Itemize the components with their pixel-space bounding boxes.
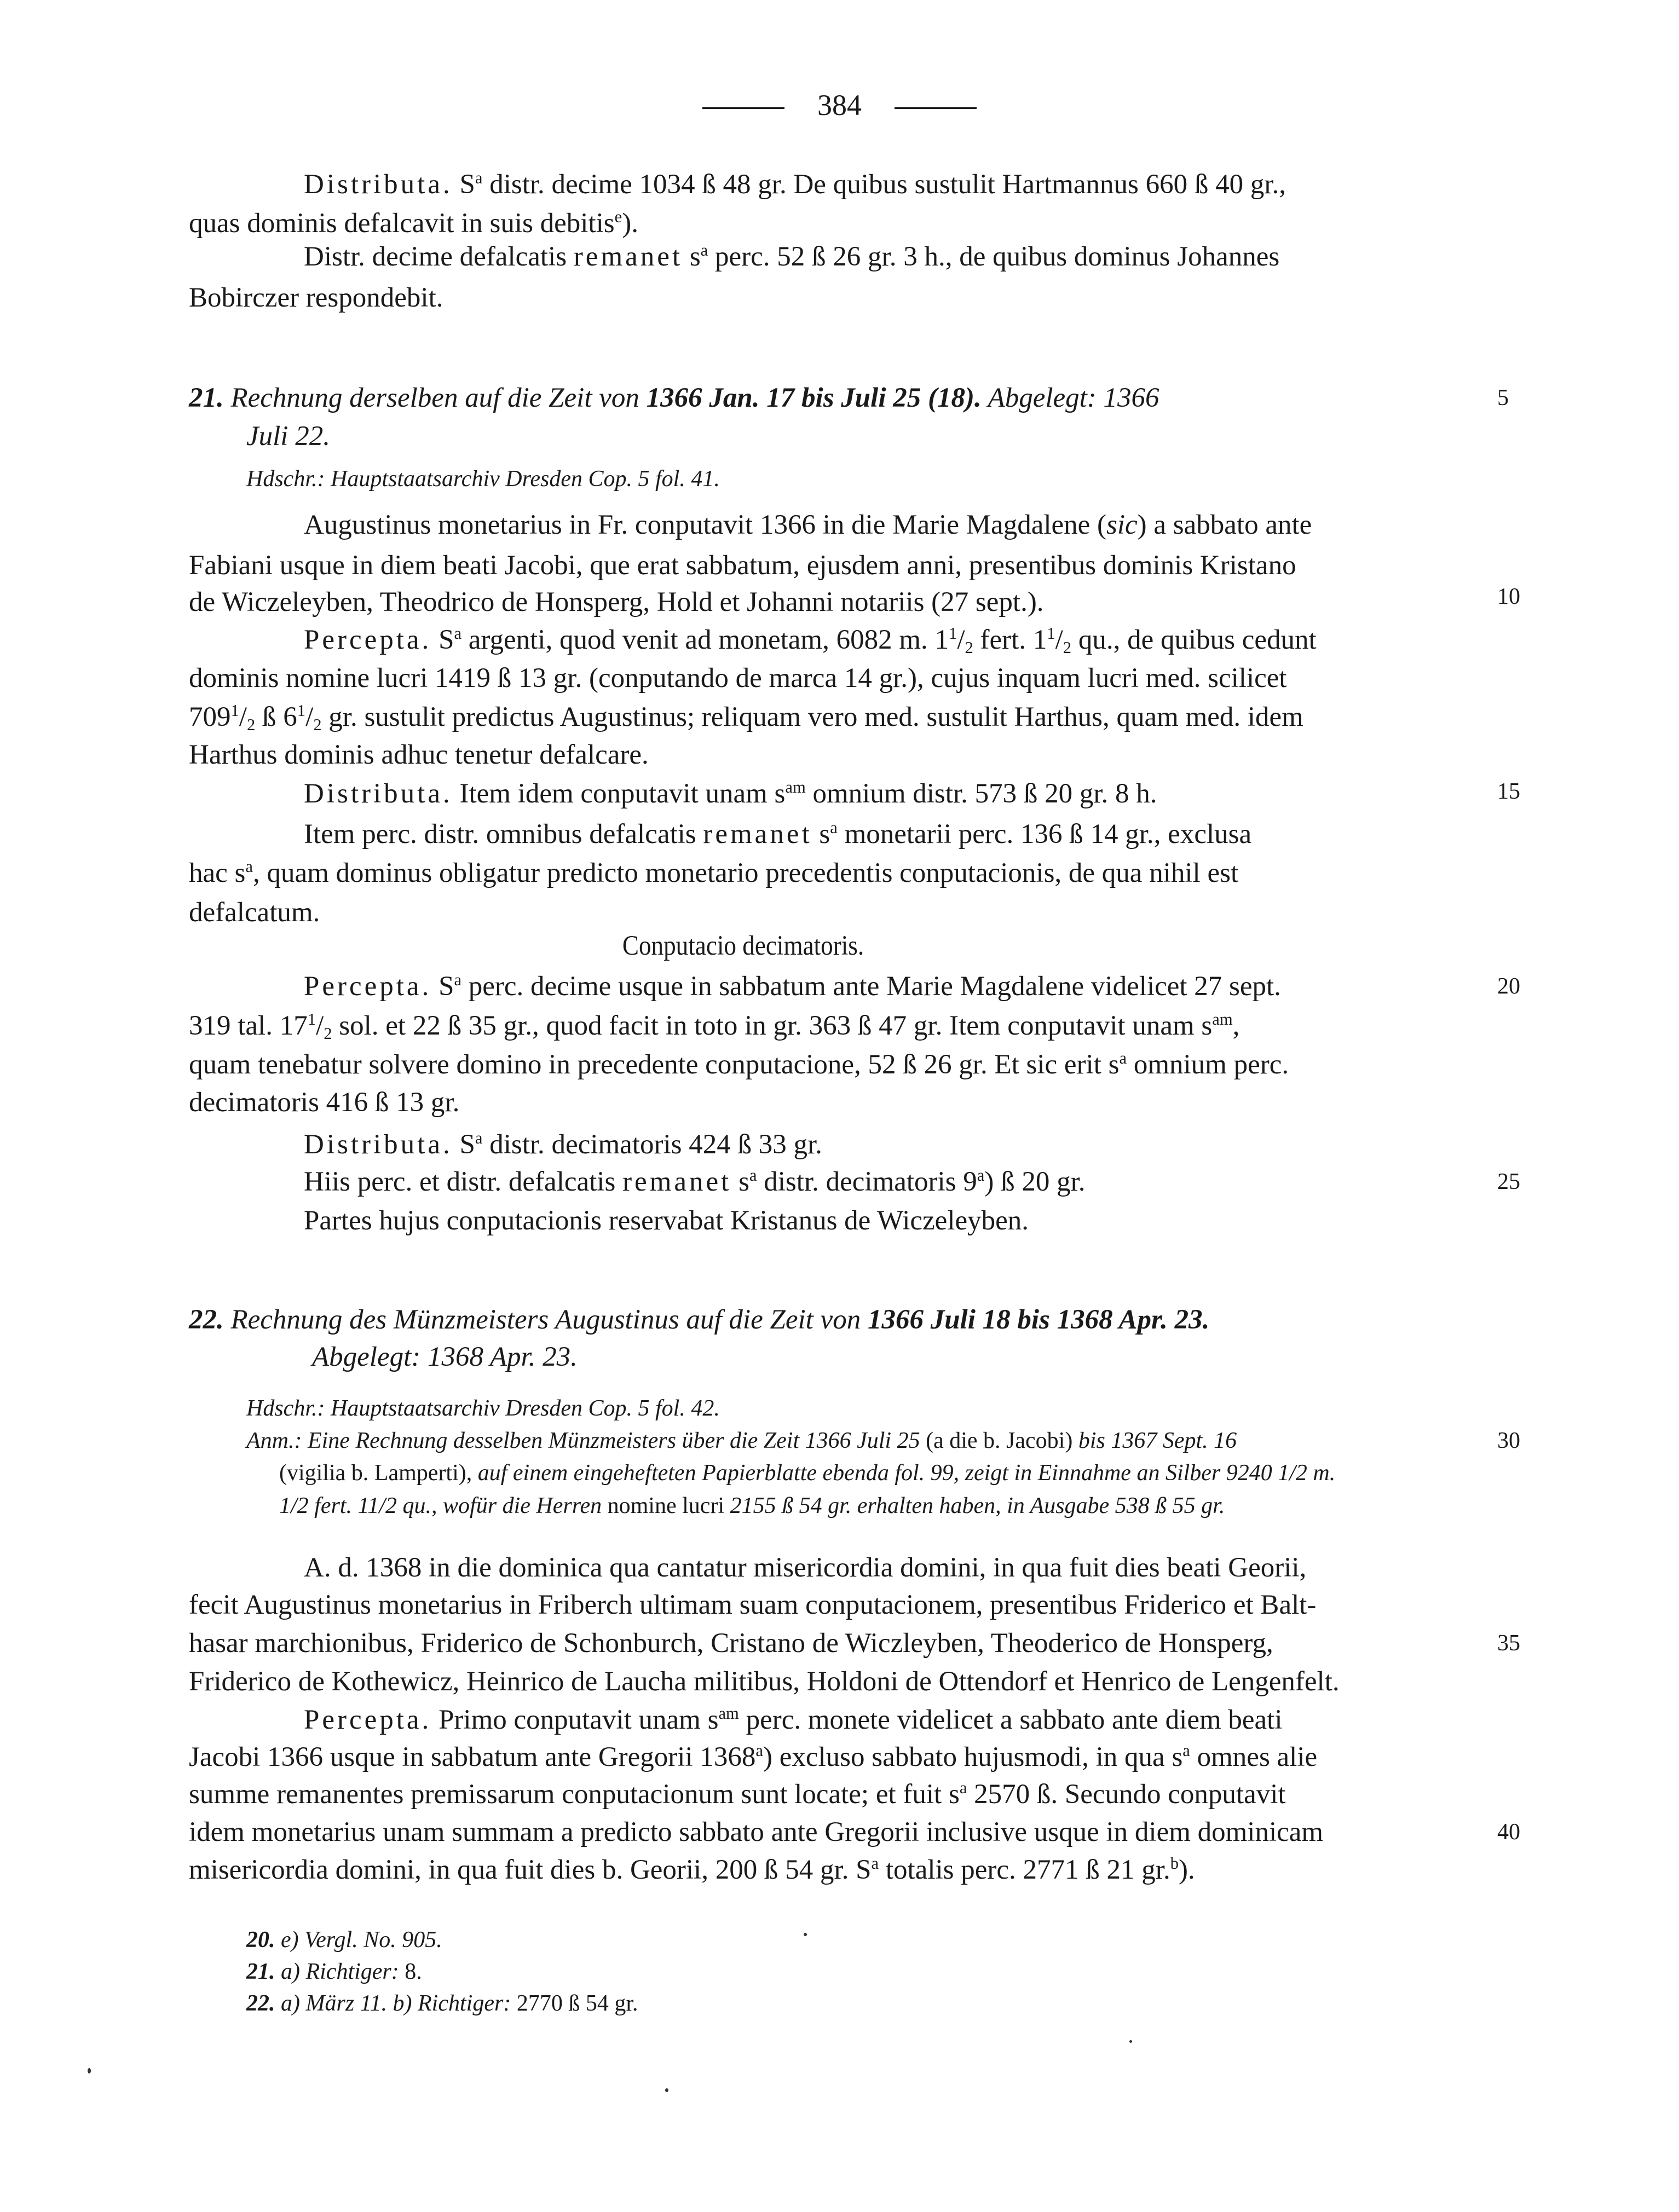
scan-speck [804,1933,807,1936]
line-number: 20 [1497,974,1520,999]
text-line: $709^1/_2$ ß $6^1/_2$ gr. sustulit predictus Augustinus; reliquam vero med. sustulit Harthus, quam med. idem [189,701,1303,734]
text-line: Jacobi 1366 usque in sabbatum ante Gregorii 1368$^a$) excluso sabbato hujusmodi, in qua $s^a$ omnes alie [189,1741,1318,1772]
section-heading-21: 21. Rechnung derselben auf die Zeit von 1366 Jan. 17 bis Juli 25 (18). Abgelegt: 1366 [189,383,1159,413]
line-number: 35 [1497,1631,1520,1656]
text-line: decimatoris 416 ß 13 gr. [189,1087,460,1118]
text-line: Distr. decime defalcatis remanet $s^a$ perc. 52 ß 26 gr. 3 h., de quibus dominus Johannes [304,240,1280,272]
text-line: Juli 22. [246,421,330,452]
text-line: Distributa. $S^a$ distr. decimatoris 424 ß 33 gr. [304,1128,822,1160]
line-number: 15 [1497,779,1520,804]
annotation-line: Anm.: Eine Rechnung desselben Münzmeisters über die Zeit 1366 Juli 25 (a die b. Jacobi) bis 1367 Sept. 16 [246,1428,1237,1453]
source-note: Hdschr.: Hauptstaatsarchiv Dresden Cop. 5 fol. 42. [246,1396,720,1421]
text-line: dominis nomine lucri 1419 ß 13 gr. (conputando de marca 14 gr.), cujus inquam lucri med. scilicet [189,663,1287,694]
text-line: Friderico de Kothewicz, Heinrico de Laucha militibus, Holdoni de Ottendorf et Henrico de Lengenfelt. [189,1666,1340,1697]
text-line: hac $s^a$, quam dominus obligatur predicto monetario precedentis conputacionis, de qua nihil est [189,857,1239,888]
line-number: 10 [1497,584,1520,609]
text-line: de Wiczeleyben, Theodrico de Honsperg, Hold et Johanni notariis (27 sept.). [189,587,1044,617]
text-line: Abgelegt: 1368 Apr. 23. [312,1342,578,1372]
text-line: quas dominis defalcavit in suis debitis$^e$). [189,207,638,239]
source-note: Hdschr.: Hauptstaatsarchiv Dresden Cop. 5 fol. 41. [246,466,720,492]
text-line: idem monetarius unam summam a predicto sabbato ante Gregorii inclusive usque in diem dominicam [189,1817,1324,1847]
text-line: Percepta. Primo conputavit unam $s^{am}$ perc. monete videlicet a sabbato ante diem beati [304,1703,1283,1735]
text-line: quam tenebatur solvere domino in precedente conputacione, 52 ß 26 gr. Et sic erit $s^a$ omnium perc. [189,1048,1289,1080]
text-line: 319 tal. $17^1/_2$ sol. et 22 ß 35 gr., quod facit in toto in gr. 363 ß 47 gr. Item conputavit unam $s^{am}$, [189,1009,1240,1043]
header-rule-left [702,107,784,109]
line-number: 40 [1497,1820,1520,1845]
text-line: Percepta. $S^a$ argenti, quod venit ad monetam, 6082 m. $1^1/_2$ fert. $1^1/_2$ qu., de quibus cedunt [304,623,1317,657]
line-number: 25 [1497,1169,1520,1194]
text-line: Distributa. $S^a$ distr. decime 1034 ß 48 gr. De quibus sustulit Hartmannus 660 ß 40 gr., [304,168,1286,200]
text-line: Fabiani usque in diem beati Jacobi, que erat sabbatum, ejusdem anni, presentibus dominis Kristano [189,550,1296,581]
text-line: Item perc. distr. omnibus defalcatis remanet $s^a$ monetarii perc. 136 ß 14 gr., exclusa [304,818,1252,850]
text-line: hasar marchionibus, Friderico de Schonburch, Cristano de Wiczleyben, Theoderico de Honsperg, [189,1628,1273,1659]
subheading: Conputacio decimatoris. [622,931,864,961]
footnote: 22. a) März 11. b) Richtiger: 2770 ß 54 gr. [246,1991,638,2016]
text-line: Augustinus monetarius in Fr. conputavit 1366 in die Marie Magdalene (sic) a sabbato ante [304,510,1312,540]
scan-speck [1129,2040,1132,2043]
page-header [0,86,1679,124]
line-number: 30 [1497,1428,1520,1453]
page-number: 384 [817,89,862,122]
text-line: summe remanentes premissarum conputacionum sunt locate; et fuit $s^a$ 2570 ß. Secundo conputavit [189,1778,1286,1810]
text-line: Partes hujus conputacionis reservabat Kristanus de Wiczeleyben. [304,1205,1029,1236]
text-line: misericordia domini, in qua fuit dies b. Georii, 200 ß 54 gr. $S^a$ totalis perc. 2771 ß 21 gr.$^b$). [189,1853,1195,1885]
footnote: 21. a) Richtiger: 8. [246,1959,422,1984]
text-line: Hiis perc. et distr. defalcatis remanet $s^a$ distr. decimatoris 9$^a$) ß 20 gr. [304,1165,1086,1197]
scan-speck [88,2068,91,2074]
text-line: Harthus dominis adhuc tenetur defalcare. [189,740,649,770]
annotation-line: 1/2 fert. 11/2 qu., wofür die Herren nomine lucri 2155 ß 54 gr. erhalten haben, in Ausgabe 538 ß 55 gr. [279,1493,1225,1518]
text-line: Distributa. Item idem conputavit unam $s^{am}$ omnium distr. 573 ß 20 gr. 8 h. [304,777,1157,809]
text-line: fecit Augustinus monetarius in Friberch ultimam suam conputacionem, presentibus Friderico et Balt- [189,1590,1317,1620]
text-line: Bobirczer respondebit. [189,282,443,313]
section-heading-22: 22. Rechnung des Münzmeisters Augustinus auf die Zeit von 1366 Juli 18 bis 1368 Apr. 23. [189,1304,1210,1335]
text-line: Percepta. $S^a$ perc. decime usque in sabbatum ante Marie Magdalene videlicet 27 sept. [304,970,1281,1002]
line-number: 5 [1497,385,1509,411]
text-line: defalcatum. [189,897,320,928]
header-rule-right [895,107,977,109]
text-line: A. d. 1368 in die dominica qua cantatur misericordia domini, in qua fuit dies beati Georii, [304,1552,1307,1583]
footnote: 20. e) Vergl. No. 905. [246,1927,442,1953]
annotation-line: (vigilia b. Lamperti), auf einem eingehefteten Papierblatte ebenda fol. 99, zeigt in Einnahme an Silber 9240 1/2 m. [279,1460,1336,1486]
scan-speck [665,2088,668,2092]
